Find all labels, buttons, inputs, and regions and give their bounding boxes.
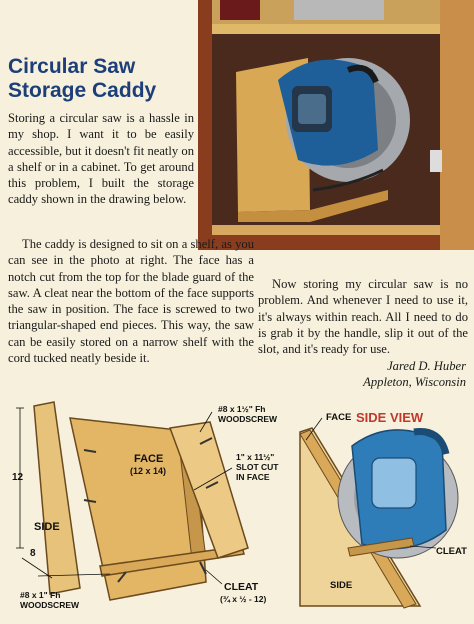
- side-label: SIDE: [34, 521, 60, 533]
- exploded-view: [12, 402, 279, 610]
- bottom-screw-label-1: #8 x 1" Fh: [20, 590, 61, 600]
- slot-label-2: SLOT CUT: [236, 462, 279, 472]
- cleat-dims-label: (¾ x ½ - 12): [220, 594, 267, 604]
- bottom-screw-label-2: WOODSCREW: [20, 600, 80, 610]
- side-view-face-label: FACE: [326, 412, 352, 423]
- title-line-2: Storage Caddy: [8, 79, 157, 102]
- author-name: Jared D. Huber: [387, 359, 466, 373]
- caddy-drawing: [0, 398, 474, 619]
- top-screw-label-2: WOODSCREW: [218, 414, 278, 424]
- cleat-label: CLEAT: [224, 581, 259, 593]
- slot-label-1: 1" x 11½": [236, 452, 275, 462]
- slot-label-3: IN FACE: [236, 472, 270, 482]
- caddy-photo: [198, 0, 474, 250]
- face-dims-label: (12 x 14): [130, 466, 167, 476]
- side-view-title: SIDE VIEW: [356, 410, 424, 425]
- side-view-side-label: SIDE: [330, 580, 353, 591]
- paragraph-3: [258, 276, 468, 357]
- author-location: Appleton, Wisconsin: [363, 375, 466, 389]
- side-view: [300, 410, 467, 608]
- height-dimension: 12: [12, 472, 24, 483]
- side-view-cleat-label: CLEAT: [436, 546, 467, 557]
- face-label: FACE: [134, 453, 164, 465]
- depth-dimension: 8: [30, 548, 36, 559]
- title-line-1: Circular Saw: [8, 55, 136, 78]
- paragraph-1: [8, 110, 194, 208]
- paragraph-2-text: The caddy is designed to sit on a shelf, as you can see in the photo at right. The face has a notch cut from the top for the blade guard of the saw. A cleat near the bottom of the face supports the saw in position. The face is screwed to two triangular-shaped end pieces. This way, the saw can be easily stored on a narrow shelf with the cord tucked neatly beside it.: [8, 237, 254, 366]
- paragraph-3-text: Now storing my circular saw is no problem. And whenever I need to use it, it's always within reach. All I need to do is grab it by the handle, slip it out of the slot, and it's ready for use.: [258, 277, 468, 357]
- top-screw-label-1: #8 x 1½" Fh: [218, 404, 266, 414]
- paragraph-1-text: Storing a circular saw is a hassle in my shop. I want it to be easily accessible, but it doesn't fit neatly on a shelf or in a cabinet. To get around this problem, I built the storage caddy shown in the drawing below.: [8, 111, 194, 207]
- article-title: [8, 55, 198, 103]
- paragraph-2: [8, 236, 254, 366]
- signature: [300, 358, 466, 390]
- saw-motor: [372, 458, 416, 508]
